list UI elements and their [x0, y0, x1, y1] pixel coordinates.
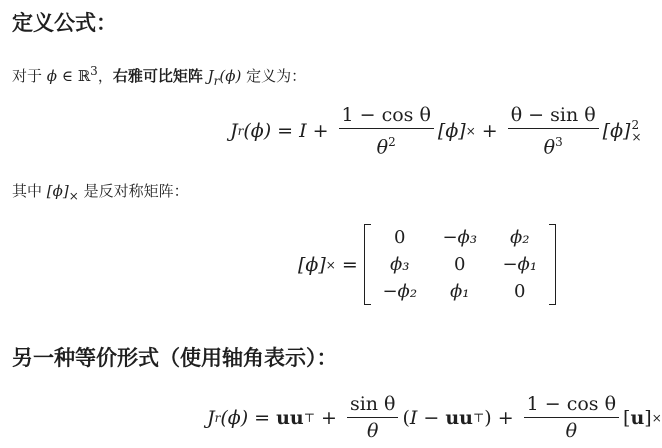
fraction-numerator: 1 − cos θ	[524, 393, 619, 418]
matrix-lhs-sub: ×	[325, 257, 336, 272]
phi-symbol: ϕ	[46, 67, 58, 85]
element-of-symbol: ∈	[61, 67, 73, 85]
fraction-denominator: θ	[366, 420, 379, 442]
matrix-cell: ϕ₃	[390, 254, 410, 275]
matrix-cell: ϕ₂	[510, 227, 530, 248]
plus-sign-1: +	[312, 120, 329, 143]
matrix-lhs: [ϕ]	[298, 253, 326, 276]
u-skew-open: [	[623, 406, 631, 429]
uu-term: uu	[276, 406, 304, 429]
jr-symbol: J	[207, 67, 214, 85]
matrix-cell: −ϕ₁	[502, 254, 538, 275]
dimension-superscript: 3	[90, 64, 98, 78]
fraction-denominator: $\theta^2$	[376, 135, 396, 159]
formula-skew-matrix	[298, 224, 556, 305]
skew-term-1-sub: ×	[465, 124, 476, 139]
formula-axis-angle	[207, 393, 662, 442]
u-skew-sub: ×	[651, 410, 662, 425]
intro-prefix: 对于	[12, 67, 43, 85]
section-heading-equivalent-form: 另一种等价形式（使用轴角表示）：	[12, 346, 338, 370]
fraction-sin-over-theta	[347, 393, 399, 442]
intro-paragraph	[12, 60, 306, 92]
intro-suffix: 定义为：	[246, 67, 307, 85]
skew-matrix	[364, 224, 556, 305]
lhs-jr: J	[207, 406, 215, 429]
identity-symbol: I	[409, 406, 418, 429]
fraction-numerator: θ − sin θ	[508, 104, 599, 129]
lhs-jr: J	[230, 120, 238, 143]
skew-suffix: 是反对称矩阵：	[83, 182, 189, 200]
matrix-cell: 0	[514, 281, 526, 302]
skew-term-1: [ϕ]	[437, 120, 466, 143]
matrix-equals-sign: =	[341, 253, 358, 276]
minus-sign: −	[423, 406, 440, 429]
plus-sign-2: +	[481, 120, 498, 143]
fraction-one-minus-cos	[524, 393, 619, 442]
uu-transpose-2: ⊤	[472, 410, 485, 425]
fraction-numerator: 1 − cos θ	[339, 104, 434, 129]
plus-sign-2: +	[497, 406, 514, 429]
u-skew-close: ]	[644, 406, 652, 429]
fraction-theta-minus-sin	[508, 104, 599, 158]
skew-term-2-sub: ×	[631, 130, 642, 145]
u-vector: u	[630, 406, 645, 429]
skew-term-2-sup: 2	[631, 118, 640, 133]
jr-argument: (ϕ)	[219, 67, 242, 85]
lhs-jr-arg: (ϕ)	[220, 406, 249, 429]
fraction-denominator: $\theta^3$	[543, 135, 563, 159]
matrix-cell: ϕ₁	[450, 281, 470, 302]
lhs-jr-sub: r	[214, 410, 221, 425]
skew-symbol: [ϕ]	[46, 182, 69, 200]
equals-sign: =	[277, 120, 294, 143]
fraction-one-minus-cos	[339, 104, 434, 158]
skew-symbol-sub: ×	[68, 189, 79, 203]
skew-description-paragraph	[12, 180, 189, 207]
fraction-numerator: sin θ	[347, 393, 399, 418]
bold-term-right-jacobian: 右雅可比矩阵	[112, 67, 203, 85]
plus-sign-1: +	[321, 406, 337, 429]
real-space-symbol: ℝ	[77, 67, 91, 85]
matrix-right-bracket	[549, 224, 556, 305]
lhs-jr-arg: (ϕ)	[243, 120, 272, 143]
equals-sign: =	[254, 406, 271, 429]
fraction-denominator: θ	[565, 420, 578, 442]
uu-transpose: ⊤	[303, 410, 316, 425]
matrix-cell: −ϕ₂	[382, 281, 418, 302]
uu-term-2: uu	[445, 406, 473, 429]
lhs-jr-sub: r	[237, 124, 244, 139]
skew-term-2: [ϕ]	[602, 120, 631, 143]
formula-right-jacobian	[230, 104, 642, 158]
section-heading-definition: 定义公式：	[12, 11, 117, 35]
jr-subscript: r	[213, 74, 220, 88]
matrix-cell: 0	[394, 227, 406, 248]
identity-symbol: I	[299, 120, 307, 143]
paren-open: (	[402, 406, 410, 429]
intro-comma: ，	[97, 67, 113, 85]
paren-close: )	[484, 406, 492, 429]
matrix-cell: −ϕ₃	[442, 227, 478, 248]
matrix-left-bracket	[364, 224, 371, 305]
skew-prefix: 其中	[12, 182, 43, 200]
matrix-cell: 0	[454, 254, 466, 275]
